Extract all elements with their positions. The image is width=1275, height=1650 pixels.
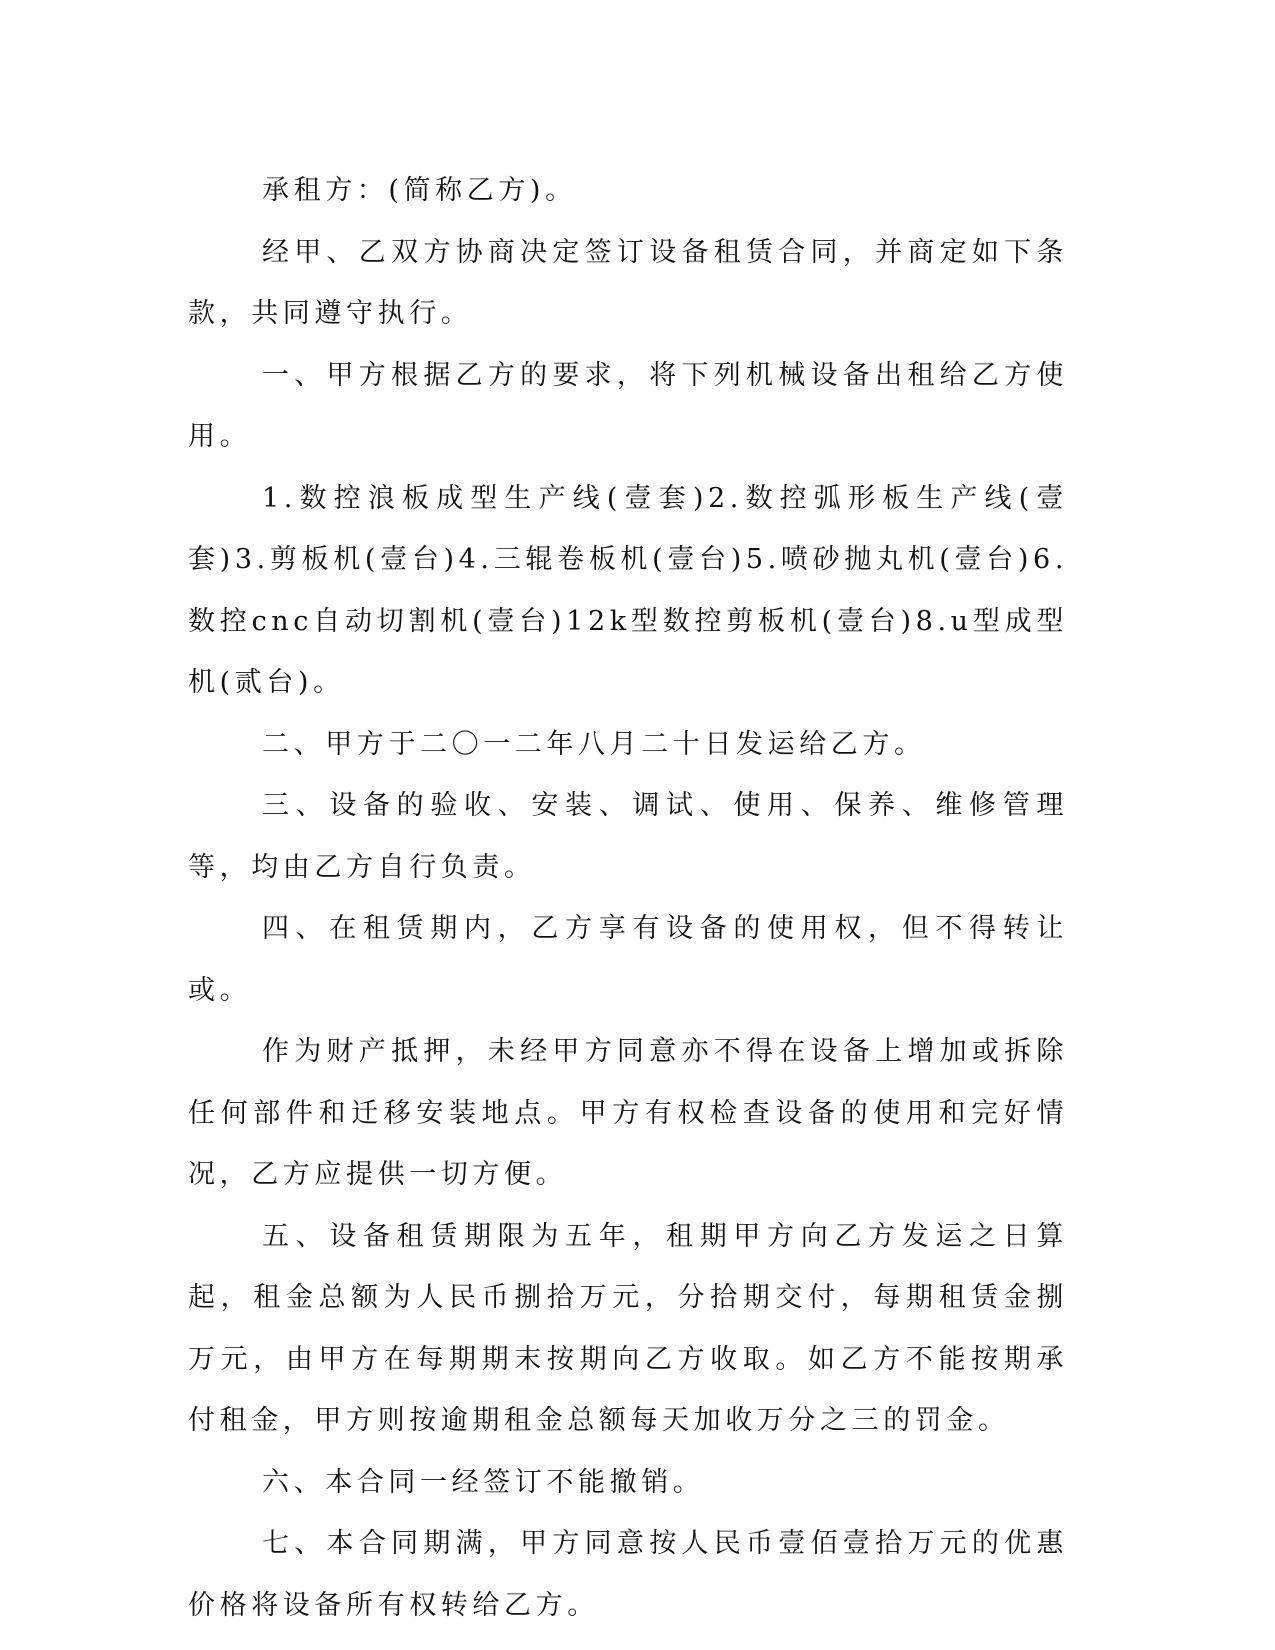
paragraph-clause-5: 五、设备租赁期限为五年，租期甲方向乙方发运之日算起，租金总额为人民币捌拾万元，分拾期交付，每期租赁金捌万元，由甲方在每期期末按期向乙方收取。如乙方不能按期承付租金，甲方则按逾期租金总额每天加收万分之三的罚金。 — [188, 1220, 1068, 1436]
document-body — [188, 160, 1068, 1636]
paragraph-clause-4-continued: 作为财产抵押，未经甲方同意亦不得在设备上增加或拆除任何部件和迁移安装地点。甲方有权检查设备的使用和完好情况，乙方应提供一切方便。 — [188, 1036, 1068, 1190]
paragraph-clause-4: 四、在租赁期内，乙方享有设备的使用权，但不得转让或。 — [188, 913, 1068, 1006]
paragraph-clause-3: 三、设备的验收、安装、调试、使用、保养、维修管理等，均由乙方自行负责。 — [188, 790, 1068, 883]
paragraph-clause-7: 七、本合同期满，甲方同意按人民币壹佰壹拾万元的优惠价格将设备所有权转给乙方。 — [188, 1528, 1068, 1621]
paragraph-clause-1: 一、甲方根据乙方的要求，将下列机械设备出租给乙方使用。 — [188, 359, 1068, 452]
paragraph-agreement-intro: 经甲、乙双方协商决定签订设备租赁合同，并商定如下条款，共同遵守执行。 — [188, 236, 1068, 329]
paragraph-clause-2: 二、甲方于二〇一二年八月二十日发运给乙方。 — [262, 728, 926, 760]
paragraph-clause-6: 六、本合同一经签订不能撤销。 — [262, 1466, 705, 1498]
paragraph-lessee: 承租方：(简称乙方)。 — [262, 175, 577, 206]
paragraph-equipment-list: 1.数控浪板成型生产线(壹套)2.数控弧形板生产线(壹套)3.剪板机(壹台)4.三辊卷板机(壹台)5.喷砂抛丸机(壹台)6.数控cnc自动切割机(壹台)12k型数控剪板机(壹台)8.u型成型机(贰台)。 — [188, 482, 1068, 698]
